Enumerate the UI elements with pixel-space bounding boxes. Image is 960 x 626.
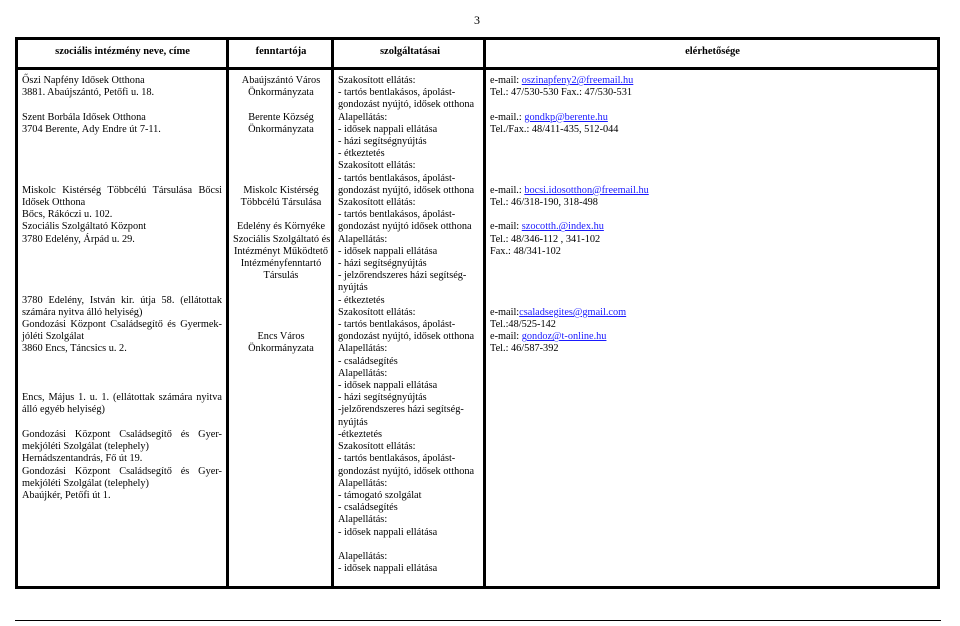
text-line: Szakosított ellátás:	[338, 160, 416, 172]
text-line: gondozást nyújtó, idősek otthona	[338, 465, 475, 477]
text-line: - idősek nappali ellátása	[338, 123, 438, 135]
contact-text: e-mail.:	[490, 111, 525, 123]
column-divider	[331, 40, 334, 586]
text-line: - házi segítségnyújtás	[338, 392, 427, 404]
text-line: 3881. Abaújszántó, Petőfi u. 18.	[22, 87, 155, 99]
text-line: Intézményt Működtető	[233, 245, 329, 257]
text-line: Szakosított ellátás:	[338, 441, 416, 453]
text-line: Önkormányzata	[248, 343, 314, 355]
contact-column	[490, 75, 930, 356]
text-line: 3780 Edelény, István kir. útja 58. (ellátottak	[22, 294, 222, 306]
text-line: gondozást nyújtó, idősek otthona	[338, 99, 475, 111]
text-line: Hernádszentandrás, Fő út 19.	[22, 453, 143, 465]
text-line: - idősek nappali ellátása	[338, 526, 438, 538]
text-line	[233, 307, 329, 319]
email-link[interactable]: bocsi.idosotthon@freemail.hu	[524, 184, 649, 196]
text-line	[22, 282, 222, 294]
contact-text: Tel.: 48/346-112 , 341-102	[490, 233, 601, 245]
text-line: Önkormányzata	[248, 87, 314, 99]
page-number: 3	[474, 13, 480, 27]
text-line: 3860 Encs, Táncsics u. 2.	[22, 343, 127, 355]
contact-line	[490, 112, 930, 124]
text-line: Őszi Napfény Idősek Otthona	[22, 75, 145, 86]
text-line: Alapellátás:	[338, 233, 388, 245]
text-line: mekjóléti Szolgálat (telephely)	[22, 477, 149, 489]
email-link[interactable]: oszinapfeny2@freemail.hu	[521, 75, 634, 86]
text-line: - idősek nappali ellátása	[338, 380, 438, 392]
text-line: Alapellátás:	[338, 367, 388, 379]
contact-line	[490, 307, 930, 319]
text-line: - étkeztetés	[338, 294, 385, 306]
contact-text: Tel.: 46/318-190, 318-498	[490, 197, 598, 209]
email-link[interactable]: gondoz@t-online.hu	[521, 331, 607, 343]
header-col-contact: elérhetősége	[685, 46, 740, 57]
text-line: - tartós bentlakásos, ápolást-	[338, 453, 456, 465]
contact-text: Tel.:48/525-142	[490, 319, 556, 331]
email-link[interactable]: csaladsegites@gmail.com	[519, 306, 627, 318]
text-line: Encs Város	[257, 331, 305, 343]
contact-line	[490, 185, 930, 197]
table-header	[18, 40, 937, 70]
text-line: - házi segítségnyújtás	[338, 136, 427, 148]
text-line	[22, 148, 222, 160]
contact-text: e-mail:	[490, 331, 522, 343]
contact-text: e-mail.:	[490, 184, 525, 196]
contact-line	[490, 246, 930, 258]
text-line: Alapellátás:	[338, 477, 388, 489]
text-line	[22, 99, 222, 111]
contact-line	[490, 136, 930, 148]
contact-text: Fax.: 48/341-102	[490, 245, 561, 257]
contact-text: Tel.: 47/530-530 Fax.: 47/530-531	[490, 87, 632, 99]
text-line: - tartós bentlakásos, ápolást-	[338, 319, 456, 331]
text-line: Gondozási Központ Családsegítő és Gyer-	[22, 428, 222, 440]
text-line	[233, 99, 329, 111]
text-line: Önkormányzata	[248, 123, 314, 135]
text-line: Encs, Május 1. u. 1. (ellátottak számára nyitva	[22, 392, 222, 404]
contact-text: e-mail:	[490, 221, 522, 233]
text-line: Szakosított ellátás:	[338, 197, 416, 209]
column-divider	[226, 40, 229, 586]
text-line: Szakosított ellátás:	[338, 75, 416, 86]
text-line: 3704 Berente, Ady Endre út 7-11.	[22, 123, 161, 135]
contact-line	[490, 295, 930, 307]
contact-line	[490, 319, 930, 331]
text-line: -étkeztetés	[338, 428, 383, 440]
text-line: - idősek nappali ellátása	[338, 245, 438, 257]
text-line: -jelzőrendszeres házi segítség-	[338, 404, 464, 416]
text-line: Gondozási Központ Családsegítő és Gyer-	[22, 465, 222, 477]
email-link[interactable]: gondkp@berente.hu	[524, 111, 608, 123]
contact-line	[490, 173, 930, 185]
text-line: 3780 Edelény, Árpád u. 29.	[22, 233, 135, 245]
header-col-services: szolgáltatásai	[379, 46, 441, 57]
text-line	[22, 246, 222, 258]
text-line: Gondozási Központ Családsegítő és Gyermek-	[22, 319, 222, 331]
email-link[interactable]: szocotth.@index.hu	[521, 221, 604, 233]
text-line: - támogató szolgálat	[338, 489, 422, 501]
text-line: Szociális Szolgáltató Központ	[22, 221, 147, 233]
text-line: álló egyéb helyiség)	[22, 404, 105, 416]
text-line: Idősek Otthona	[22, 197, 86, 209]
text-line	[338, 539, 482, 551]
contact-line	[490, 258, 930, 270]
text-line	[233, 136, 329, 148]
text-line: - tartós bentlakásos, ápolást-	[338, 87, 456, 99]
text-line: jóléti Szolgálat	[22, 331, 85, 343]
text-line: Bőcs, Rákóczi u. 102.	[22, 209, 113, 221]
text-line: - tartós bentlakásos, ápolást-	[338, 209, 456, 221]
contact-line	[490, 234, 930, 246]
text-line	[22, 270, 222, 282]
institution-column	[22, 75, 222, 502]
text-line	[22, 380, 222, 392]
text-line: Szent Borbála Idősek Otthona	[22, 111, 146, 123]
contact-line	[490, 87, 930, 99]
contact-text: Tel./Fax.: 48/411-435, 512-044	[490, 123, 619, 135]
text-line: - családsegítés	[338, 355, 398, 367]
contact-line	[490, 331, 930, 343]
contact-line	[490, 124, 930, 136]
text-line: nyújtás	[338, 282, 368, 294]
text-line: gondozást nyújtó idősek otthona	[338, 221, 472, 233]
text-line	[233, 173, 329, 185]
header-col-maintainer: fenntartója	[255, 46, 307, 57]
services-table	[15, 37, 940, 589]
contact-line	[490, 209, 930, 221]
text-line: Alapellátás:	[338, 343, 388, 355]
text-line	[233, 160, 329, 172]
text-line: - házi segítségnyújtás	[338, 258, 427, 270]
text-line	[233, 282, 329, 294]
text-line: Edelény és Környéke	[236, 221, 326, 233]
text-line	[233, 148, 329, 160]
text-line: számára nyitva álló helyiség)	[22, 306, 143, 318]
text-line: mekjóléti Szolgálat (telephely)	[22, 441, 149, 453]
text-line	[233, 295, 329, 307]
text-line: Szakosított ellátás:	[338, 306, 416, 318]
text-line: Többcélú Társulása	[240, 197, 322, 209]
text-line	[233, 209, 329, 221]
text-line: gondozást nyújtó, idősek otthona	[338, 331, 475, 343]
text-line: Abaújszántó Város	[241, 75, 321, 86]
text-line	[22, 136, 222, 148]
text-line: Alapellátás:	[338, 550, 388, 562]
text-line: Alapellátás:	[338, 111, 388, 123]
text-line: - étkeztetés	[338, 148, 385, 160]
text-line	[22, 368, 222, 380]
contact-line	[490, 99, 930, 111]
text-line: Berente Község	[248, 111, 314, 123]
contact-line	[490, 343, 930, 355]
contact-line	[490, 160, 930, 172]
contact-line	[490, 221, 930, 233]
contact-line	[490, 75, 930, 87]
text-line: Miskolc Kistérség Többcélú Társulása Bőcsi	[22, 184, 222, 196]
text-line: Szociális Szolgáltató és	[233, 233, 331, 245]
contact-line	[490, 282, 930, 294]
text-line: Társulás	[263, 270, 299, 282]
contact-line	[490, 197, 930, 209]
contact-text: e-mail:	[490, 306, 520, 318]
column-divider	[483, 40, 486, 586]
text-line	[22, 258, 222, 270]
text-line	[22, 417, 222, 429]
text-line	[233, 319, 329, 331]
text-line: nyújtás	[338, 416, 368, 428]
text-line: Alapellátás:	[338, 514, 388, 526]
text-line: Abaújkér, Petőfi út 1.	[22, 489, 111, 501]
text-line: - idősek nappali ellátása	[338, 563, 438, 575]
text-line: - családsegítés	[338, 502, 398, 514]
contact-text: Tel.: 46/587-392	[490, 343, 559, 355]
text-line: - tartós bentlakásos, ápolást-	[338, 172, 456, 184]
maintainer-column	[233, 75, 329, 356]
text-line	[22, 160, 222, 172]
contact-line	[490, 270, 930, 282]
text-line	[22, 173, 222, 185]
bottom-rule	[15, 620, 941, 621]
contact-text: e-mail:	[490, 75, 522, 86]
text-line: Miskolc Kistérség	[243, 184, 319, 196]
text-line: gondozást nyújtó, idősek otthona	[338, 184, 475, 196]
text-line: - jelzőrendszeres házi segítség-	[338, 270, 467, 282]
text-line: Intézményfenntartó	[240, 258, 322, 270]
header-col-name: szociális intézmény neve, címe	[55, 46, 190, 57]
text-line	[22, 356, 222, 368]
services-column	[338, 75, 482, 575]
contact-line	[490, 148, 930, 160]
